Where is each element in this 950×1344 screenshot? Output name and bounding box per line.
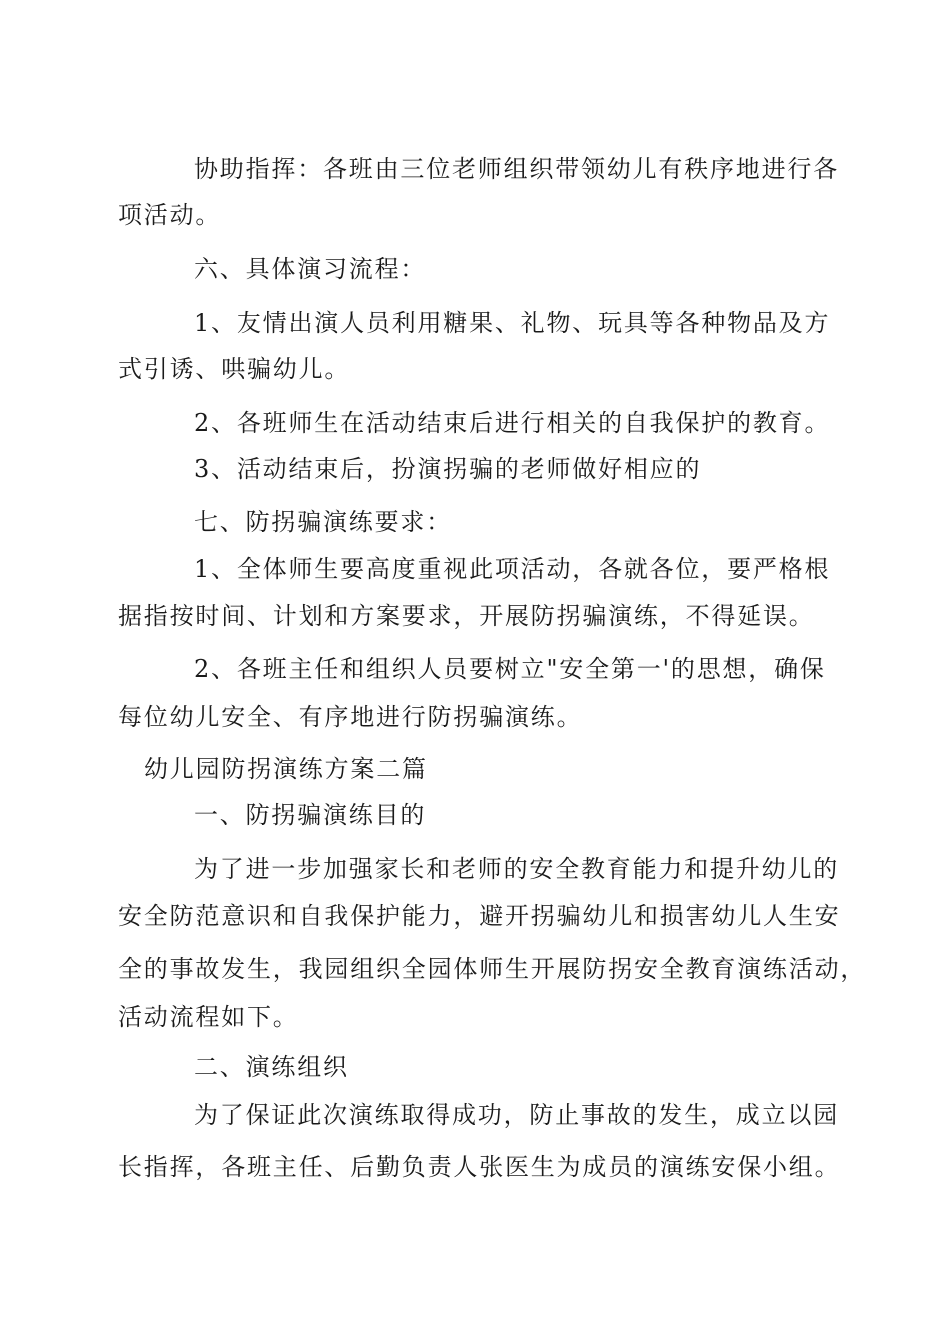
document-subtitle: 幼儿园防拐演练方案二篇 <box>144 755 428 783</box>
section-heading: 一、防拐骗演练目的 <box>194 801 427 829</box>
section-heading: 七、防拐骗演练要求： <box>194 508 452 536</box>
paragraph-line: 协助指挥：各班由三位老师组织带领幼儿有秩序地进行各 <box>194 155 839 183</box>
paragraph-line: 1、友情出演人员利用糖果、礼物、玩具等各种物品及方 <box>194 309 831 337</box>
paragraph-line: 2、各班师生在活动结束后进行相关的自我保护的教育。 <box>194 409 831 437</box>
paragraph-line: 为了进一步加强家长和老师的安全教育能力和提升幼儿的 <box>194 855 839 883</box>
paragraph-line: 式引诱、哄骗幼儿。 <box>118 355 351 383</box>
paragraph-line: 长指挥，各班主任、后勤负责人张医生为成员的演练安保小组。 <box>118 1153 841 1181</box>
paragraph-line: 项活动。 <box>118 201 222 229</box>
paragraph-line: 活动流程如下。 <box>118 1003 299 1031</box>
paragraph-line: 安全防范意识和自我保护能力，避开拐骗幼儿和损害幼儿人生安 <box>118 902 841 930</box>
section-heading: 二、演练组织 <box>194 1053 349 1081</box>
paragraph-line: 2、各班主任和组织人员要树立"安全第一'的思想，确保 <box>194 655 826 683</box>
paragraph-line: 每位幼儿安全、有序地进行防拐骗演练。 <box>118 703 583 731</box>
section-heading: 六、具体演习流程： <box>194 255 427 283</box>
paragraph-line: 全的事故发生，我园组织全园体师生开展防拐安全教育演练活动， <box>118 955 867 983</box>
paragraph-line: 据指按时间、计划和方案要求，开展防拐骗演练，不得延误。 <box>118 602 815 630</box>
paragraph-line: 为了保证此次演练取得成功，防止事故的发生，成立以园 <box>194 1101 839 1129</box>
paragraph-line: 3、活动结束后，扮演拐骗的老师做好相应的 <box>194 455 702 483</box>
paragraph-line: 1、全体师生要高度重视此项活动，各就各位，要严格根 <box>194 555 831 583</box>
